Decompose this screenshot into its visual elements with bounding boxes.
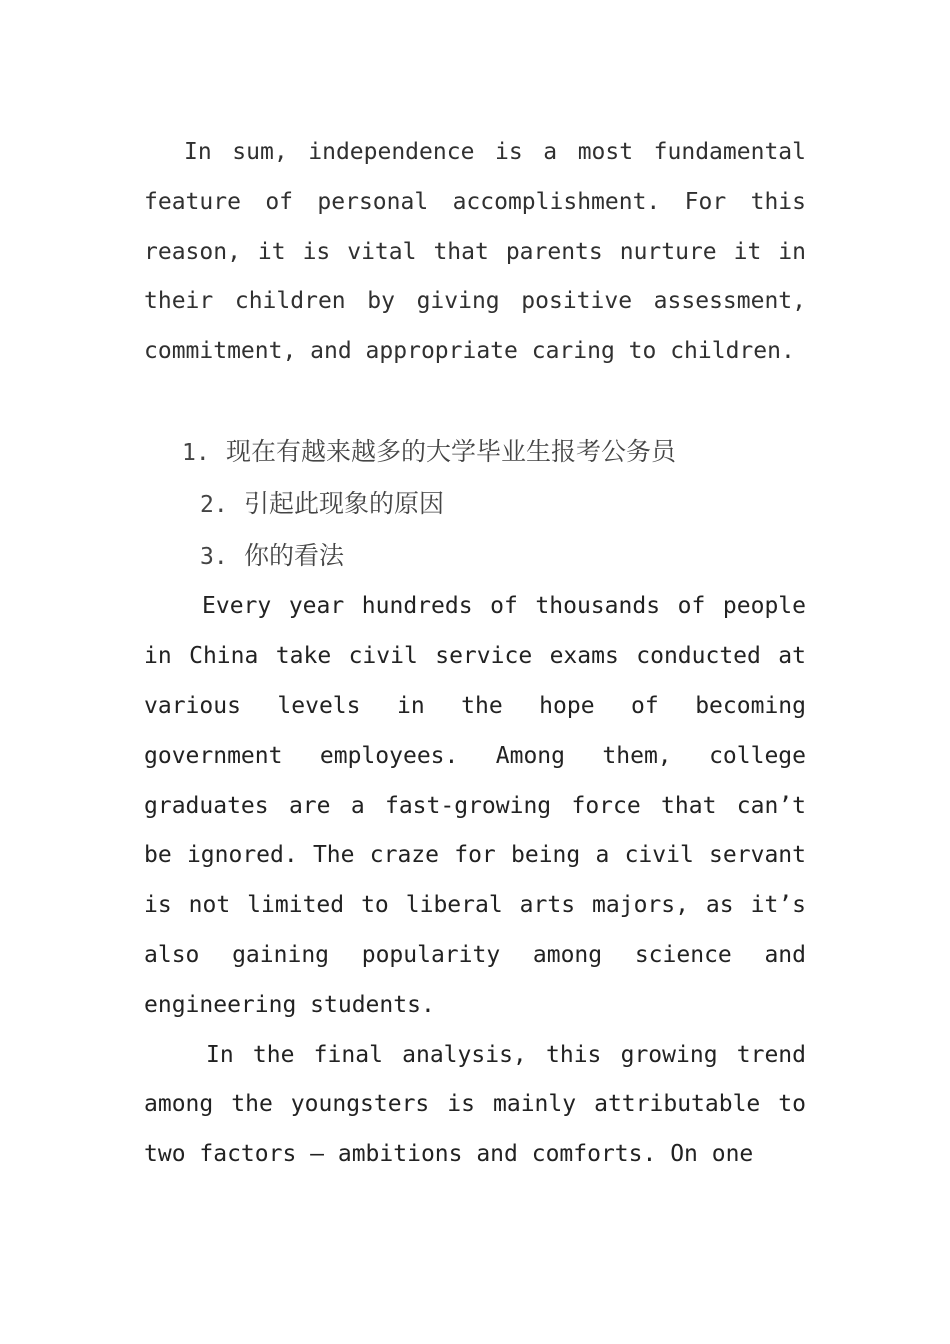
essay-outline-list: [144, 427, 806, 582]
outline-item-text: 引起此现象的原因: [244, 488, 445, 518]
outline-item-1: [144, 427, 806, 479]
outline-item-text: 你的看法: [244, 540, 345, 570]
document-body: [144, 128, 806, 1180]
paragraph-spacer: [144, 377, 806, 427]
outline-item-number: 3.: [200, 543, 228, 570]
conclusion-paragraph: In sum, independence is a most fundamental feature of personal accomplishment. For this reason, it is vital that parents nurture it in their children by giving positive assessment, commitment, and appropriate caring to children.: [144, 139, 806, 365]
essay-paragraph-1: Every year hundreds of thousands of people in China take civil service exams conducted at various levels in the hope of becoming government employees. Among them, college graduates are a fast-growing force that can’t be ignored. The craze for being a civil servant is not limited to liberal arts majors, as it’s also gaining popularity among science and engineering students.: [144, 593, 806, 1018]
outline-item-2: [144, 479, 806, 531]
outline-item-3: [144, 531, 806, 583]
outline-item-number: 1.: [182, 439, 210, 466]
essay-paragraph-2: In the final analysis, this growing trend among the youngsters is mainly attributable to two factors – ambitions and comforts. On one: [144, 1041, 806, 1168]
outline-item-text: 现在有越来越多的大学毕业生报考公务员: [226, 436, 677, 466]
outline-item-number: 2.: [200, 491, 228, 518]
